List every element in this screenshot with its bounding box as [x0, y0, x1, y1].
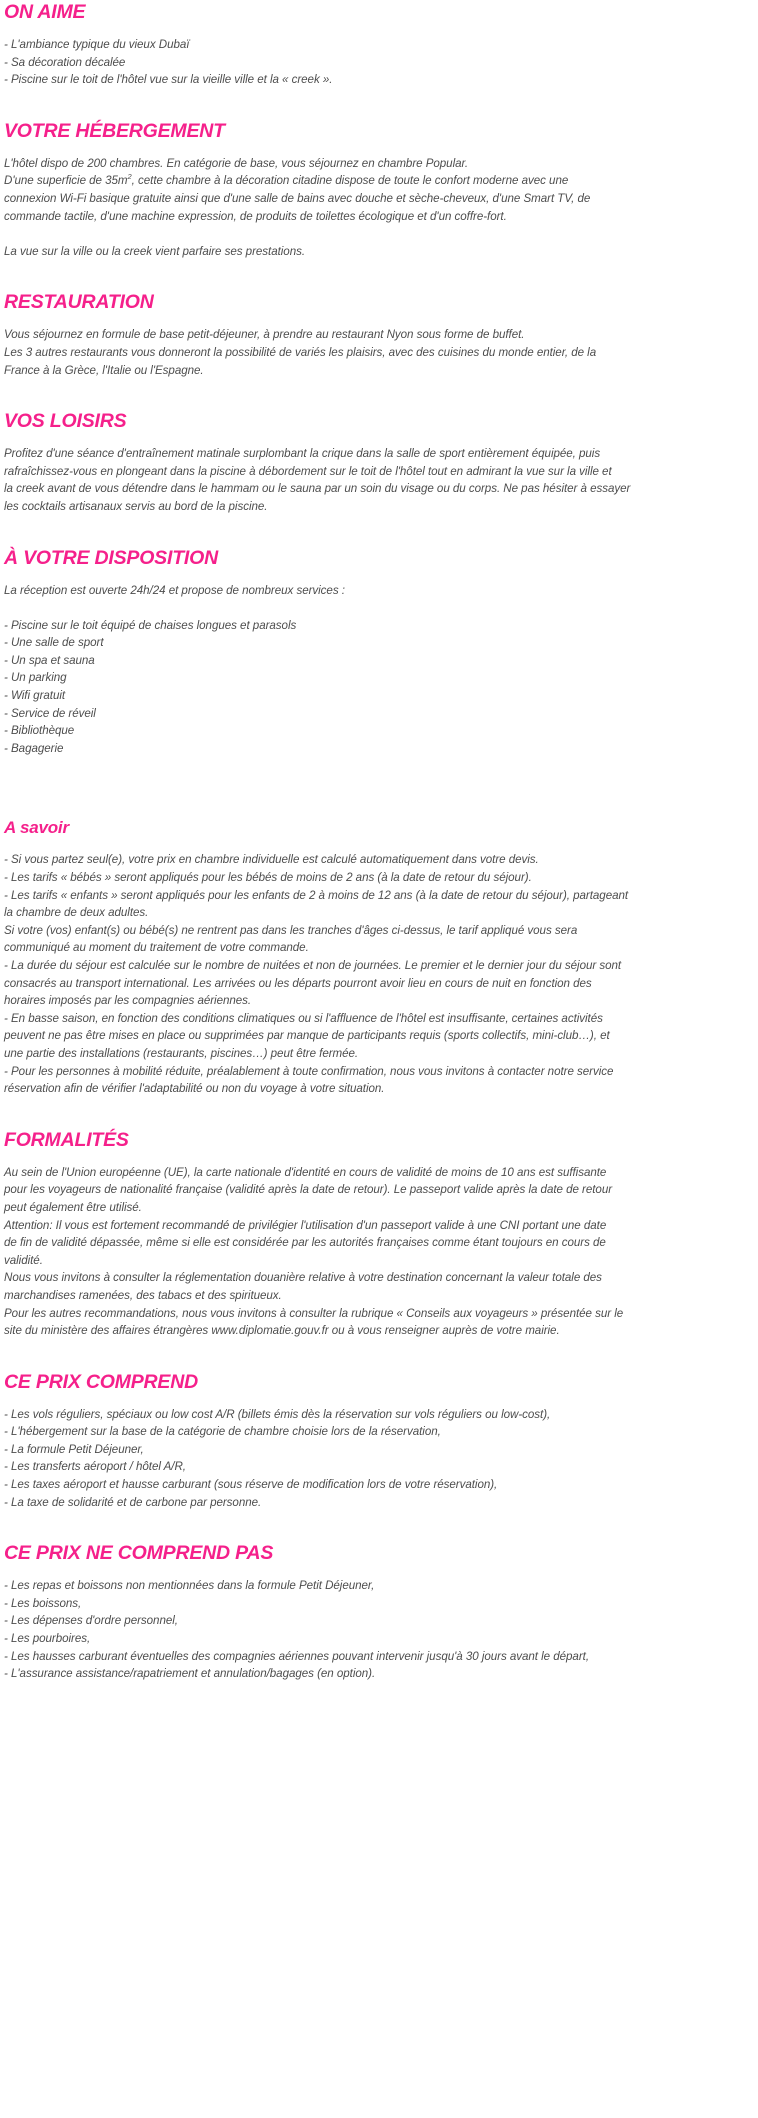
list-item: - Les repas et boissons non mentionnées dans la formule Petit Déjeuner, — [4, 1579, 375, 1593]
list-item: - Piscine sur le toit équipé de chaises longues et parasols — [4, 618, 297, 632]
spacer — [4, 379, 754, 409]
text-line: horaires imposés par les compagnies aériennes. — [4, 994, 252, 1008]
text-line: peut également être utilisé. — [4, 1200, 142, 1214]
text-line: pour les voyageurs de nationalité française (validité après la date de retour). Le passeport valide après la date de retour — [4, 1183, 613, 1197]
list-item: - Les vols réguliers, spéciaux ou low cost A/R (billets émis dès la réservation sur vols réguliers ou low-cost), — [4, 1407, 551, 1421]
text-line: site du ministère des affaires étrangères www.diplomatie.gouv.fr ou à vous renseigner auprès de votre mairie. — [4, 1324, 560, 1338]
list-item: - Les boissons, — [4, 1596, 82, 1610]
text-line: La réception est ouverte 24h/24 et propose de nombreux services : — [4, 583, 345, 597]
list-item: - Un parking — [4, 671, 67, 685]
text-line: - Les tarifs « bébés » seront appliqués pour les bébés de moins de 2 ans (à la date de retour du séjour). — [4, 871, 532, 885]
list-item: - Service de réveil — [4, 706, 96, 720]
section-heading-votre-hebergement: VOTRE HÉBERGEMENT — [4, 119, 225, 142]
section-a-savoir — [4, 817, 754, 1097]
section-body-a-votre-disposition — [4, 582, 754, 758]
section-body-vos-loisirs — [4, 445, 754, 515]
list-item: - Les dépenses d'ordre personnel, — [4, 1614, 178, 1628]
section-on-aime — [4, 0, 754, 89]
spacer — [4, 791, 754, 817]
list-item: - Wifi gratuit — [4, 689, 66, 703]
text-line: rafraîchissez-vous en plongeant dans la piscine à débordement sur le toit de l'hôtel tout en admirant la vue sur la ville et — [4, 464, 612, 478]
text-line-blank — [4, 225, 754, 243]
section-body-ce-prix-ne-comprend-pas — [4, 1577, 754, 1683]
text-line: réservation afin de vérifier l'adaptabilité ou non du voyage à votre situation. — [4, 1082, 385, 1096]
section-heading-ce-prix-comprend: CE PRIX COMPREND — [4, 1370, 198, 1393]
section-body-votre-hebergement — [4, 155, 754, 261]
spacer — [4, 1340, 754, 1370]
text-line: les cocktails artisanaux servis au bord de la piscine. — [4, 499, 268, 513]
text-line: L'hôtel dispo de 200 chambres. En catégorie de base, vous séjournez en chambre Popular. — [4, 156, 469, 170]
text-line: - Piscine sur le toit de l'hôtel vue sur la vieille ville et la « creek ». — [4, 73, 333, 87]
section-ce-prix-comprend — [4, 1370, 754, 1512]
section-body-restauration — [4, 326, 754, 379]
section-body-ce-prix-comprend — [4, 1406, 754, 1512]
list-item: - Les taxes aéroport et hausse carburant (sous réserve de modification lors de votre réservation), — [4, 1478, 498, 1492]
text-line: D'une superficie de $35m^2$, cette chambre à la décoration citadine dispose de toute le confort moderne avec une — [4, 172, 569, 188]
text-line: Pour les autres recommandations, nous vous invitons à consulter la rubrique « Conseils aux voyageurs » présentée sur le — [4, 1306, 624, 1320]
text-line: - La durée du séjour est calculée sur le nombre de nuitées et non de journées. Le premier et le dernier jour du séjour sont — [4, 959, 622, 972]
text-line: une partie des installations (restaurants, piscines…) peut être fermée. — [4, 1046, 359, 1060]
section-heading-a-savoir: A savoir — [4, 818, 69, 838]
text-line: - Sa décoration décalée — [4, 55, 126, 69]
text-line: commande tactile, d'une machine expression, de produits de toilettes écologique et d'un coffre-fort. — [4, 209, 507, 223]
text-line: - Si vous partez seul(e), votre prix en chambre individuelle est calculé automatiquement dans votre devis. — [4, 853, 539, 867]
text-line: la creek avant de vous détendre dans le hammam ou le sauna par un soin du visage ou du corps. Ne pas hésiter à essayer — [4, 482, 631, 496]
text-line: France à la Grèce, l'Italie ou l'Espagne. — [4, 363, 204, 377]
text-line: Au sein de l'Union européenne (UE), la carte nationale d'identité en cours de validité de moins de 10 ans est suffisante — [4, 1165, 607, 1179]
section-heading-formalites: FORMALITÉS — [4, 1128, 129, 1151]
spacer — [4, 1098, 754, 1128]
superscript-two: 2 — [127, 172, 132, 182]
text-line: Les 3 autres restaurants vous donneront la possibilité de variés les plaisirs, avec des cuisines du monde entier, de la — [4, 345, 597, 359]
text-line: Si votre (vos) enfant(s) ou bébé(s) ne rentrent pas dans les tranches d'âges ci-dessus, le tarif appliqué vous sera — [4, 923, 578, 937]
spacer — [4, 1511, 754, 1541]
section-heading-ce-prix-ne-comprend-pas: CE PRIX NE COMPREND PAS — [4, 1542, 274, 1565]
text-line: Profitez d'une séance d'entraînement matinale surplombant la crique dans la salle de sport entièrement équipée, puis — [4, 447, 601, 461]
text-line: validité. — [4, 1253, 43, 1267]
text-line: peuvent ne pas être mises en place ou supprimées par manque de participants requis (sports collectifs, mini-club…), et — [4, 1029, 610, 1043]
list-item: - Bagagerie — [4, 741, 64, 755]
section-restauration — [4, 290, 754, 379]
text-line: La vue sur la ville ou la creek vient parfaire ses prestations. — [4, 244, 306, 258]
list-item: - Les hausses carburant éventuelles des compagnies aériennes pouvant intervenir jusqu'à 30 jours avant le départ, — [4, 1649, 589, 1663]
spacer — [4, 260, 754, 290]
list-item: - L'hébergement sur la base de la catégorie de chambre choisie lors de la réservation, — [4, 1425, 441, 1439]
text-line: la chambre de deux adultes. — [4, 906, 149, 920]
section-formalites — [4, 1128, 754, 1340]
list-item: - Bibliothèque — [4, 724, 75, 738]
text-line: Attention: Il vous est fortement recommandé de privilégier l'utilisation d'un passeport valide à une CNI portant une date — [4, 1218, 607, 1232]
list-item: - La formule Petit Déjeuner, — [4, 1442, 144, 1456]
section-votre-hebergement — [4, 119, 754, 261]
text-line: - L'ambiance typique du vieux Dubaï — [4, 38, 190, 51]
section-heading-vos-loisirs: VOS LOISIRS — [4, 410, 127, 433]
list-item: - Une salle de sport — [4, 636, 104, 650]
spacer — [4, 89, 754, 119]
section-a-votre-disposition — [4, 546, 754, 758]
section-ce-prix-ne-comprend-pas — [4, 1541, 754, 1683]
text-line: - En basse saison, en fonction des conditions climatiques ou si l'affluence de l'hôtel est insuffisante, certaines activités — [4, 1011, 603, 1025]
text-line: connexion Wi-Fi basique gratuite ainsi que d'une salle de bains avec douche et sèche-cheveux, d'une Smart TV, de — [4, 191, 591, 205]
text-line: de fin de validité dépassée, même si elle est considérée par les autorités françaises comme étant toujours en cours de — [4, 1236, 606, 1250]
section-vos-loisirs — [4, 409, 754, 515]
text-line: marchandises ramenées, des tabacs et des spiritueux. — [4, 1288, 282, 1302]
spacer — [4, 516, 754, 546]
list-item: - Les pourboires, — [4, 1632, 91, 1646]
list-item: - Les transferts aéroport / hôtel A/R, — [4, 1460, 186, 1474]
section-heading-on-aime: ON AIME — [4, 1, 86, 23]
section-body-formalites — [4, 1164, 754, 1340]
list-item: - L'assurance assistance/rapatriement et annulation/bagages (en option). — [4, 1667, 376, 1681]
text-line: - Les tarifs « enfants » seront appliqués pour les enfants de 2 à moins de 12 ans (à la date de retour du séjour), partageant — [4, 888, 629, 902]
text-line-blank — [4, 599, 754, 617]
list-item: - La taxe de solidarité et de carbone par personne. — [4, 1495, 262, 1509]
text-line: communiqué au moment du traitement de votre commande. — [4, 941, 309, 955]
section-body-a-savoir — [4, 851, 754, 1097]
section-body-on-aime — [4, 36, 754, 89]
text-line: Vous séjournez en formule de base petit-déjeuner, à prendre au restaurant Nyon sous forme de buffet. — [4, 328, 525, 342]
list-item: - Un spa et sauna — [4, 653, 95, 667]
text-line: - Pour les personnes à mobilité réduite, préalablement à toute confirmation, nous vous invitons à contacter notre service — [4, 1064, 614, 1078]
text-line: consacrés au transport international. Les arrivées ou les départs pourront avoir lieu en cours de nuit en fonction des — [4, 976, 592, 990]
section-heading-restauration: RESTAURATION — [4, 291, 154, 314]
spacer — [4, 757, 754, 791]
text-line: Nous vous invitons à consulter la réglementation douanière relative à votre destination concernant la valeur totale des — [4, 1271, 602, 1285]
section-heading-a-votre-disposition: À VOTRE DISPOSITION — [4, 546, 218, 569]
